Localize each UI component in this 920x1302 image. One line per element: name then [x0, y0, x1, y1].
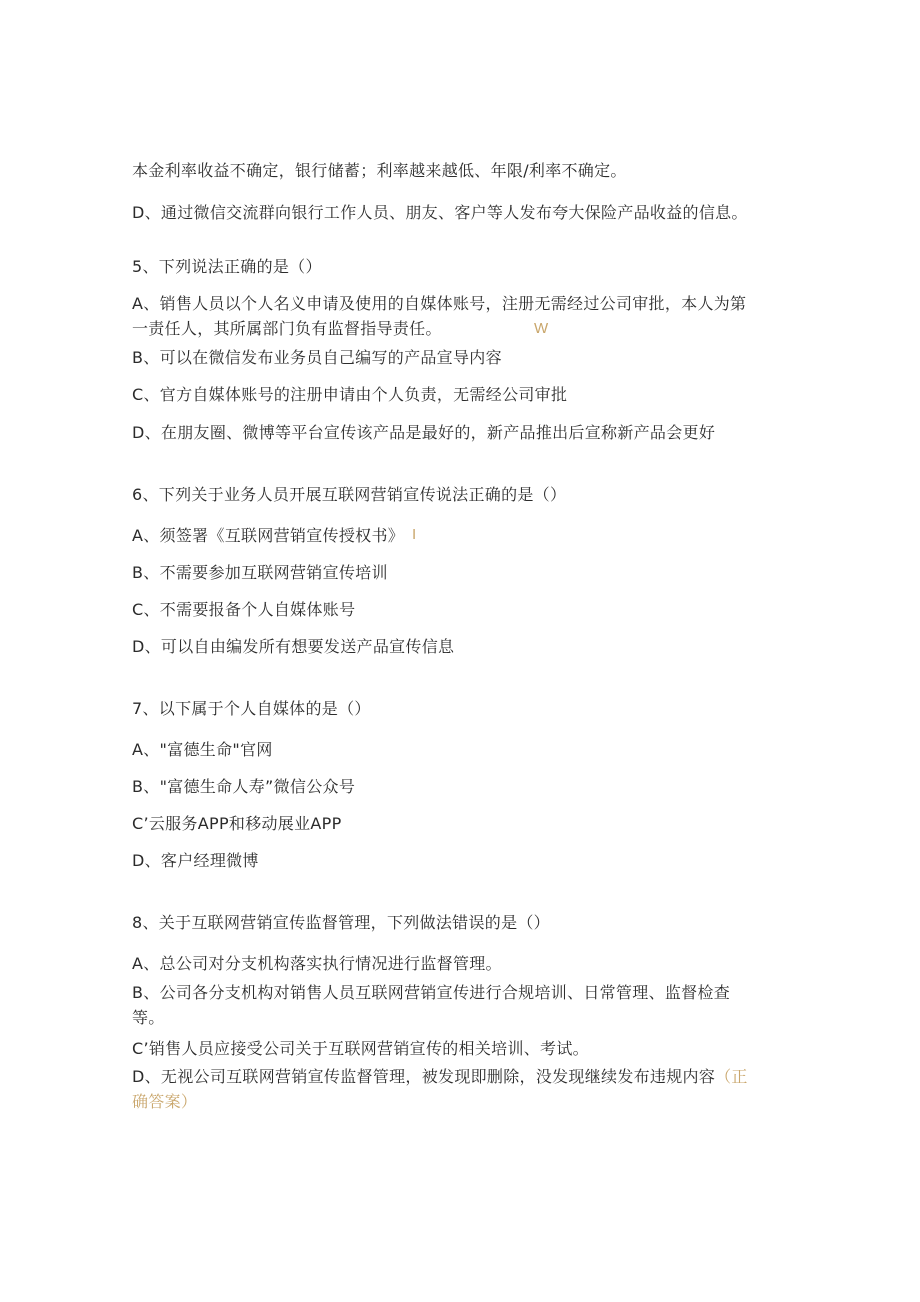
option-a: A、"富德生命"官网: [132, 740, 273, 759]
option-d: D、通过微信交流群向银行工作人员、朋友、客户等人发布夸大保险产品收益的信息。: [132, 203, 748, 222]
question-5: 5、下列说法正确的是（）: [132, 257, 322, 276]
option-a: A、总公司对分支机构落实执行情况进行监督管理。: [132, 954, 502, 973]
option-a-line2: 一责任人，其所属部门负有监督指导责任。: [132, 319, 442, 338]
option-b-line1: B、公司各分支机构对销售人员互联网营销宣传进行合规培训、日常管理、监督检查: [132, 983, 731, 1002]
answer-mark: I: [412, 526, 417, 543]
option-b: B、"富德生命人寿”微信公众号: [132, 777, 356, 796]
option-c: C’销售人员应接受公司关于互联网营销宣传的相关培训、考试。: [132, 1039, 589, 1058]
option-d: D、在朋友圈、微博等平台宣传该产品是最好的，新产品推出后宣称新产品会更好: [132, 423, 716, 442]
option-c: C、官方自媒体账号的注册申请由个人负责，无需经公司审批: [132, 385, 568, 404]
option-d-text: D、无视公司互联网营销宣传监督管理，被发现即删除，没发现继续发布违规内容: [132, 1067, 716, 1086]
answer-mark: W: [534, 320, 549, 337]
option-d-line1: [132, 1067, 748, 1087]
question-6: 6、下列关于业务人员开展互联网营销宣传说法正确的是（）: [132, 485, 567, 504]
correct-answer-note-cont: 确答案）: [132, 1092, 198, 1111]
option-b: B、不需要参加互联网营销宣传培训: [132, 563, 388, 582]
option-c: C’云服务APP和移动展业APP: [132, 814, 342, 833]
correct-answer-note: （正: [715, 1067, 748, 1086]
option-b-line2: 等。: [132, 1008, 165, 1027]
text-line: 本金利率收益不确定，银行储蓄；利率越来越低、年限/利率不确定。: [132, 161, 627, 180]
option-c: C、不需要报备个人自媒体账号: [132, 600, 356, 619]
question-7: 7、以下属于个人自媒体的是（）: [132, 699, 371, 718]
option-d: D、客户经理微博: [132, 851, 259, 870]
option-a-line1: A、销售人员以个人名义申请及使用的自媒体账号，注册无需经过公司审批，本人为第: [132, 294, 747, 313]
option-b: B、可以在微信发布业务员自己编写的产品宣导内容: [132, 348, 502, 367]
option-a: A、须签署《互联网营销宣传授权书》: [132, 526, 405, 545]
option-d: D、可以自由编发所有想要发送产品宣传信息: [132, 637, 455, 656]
question-8: 8、关于互联网营销宣传监督管理，下列做法错误的是（）: [132, 913, 550, 932]
